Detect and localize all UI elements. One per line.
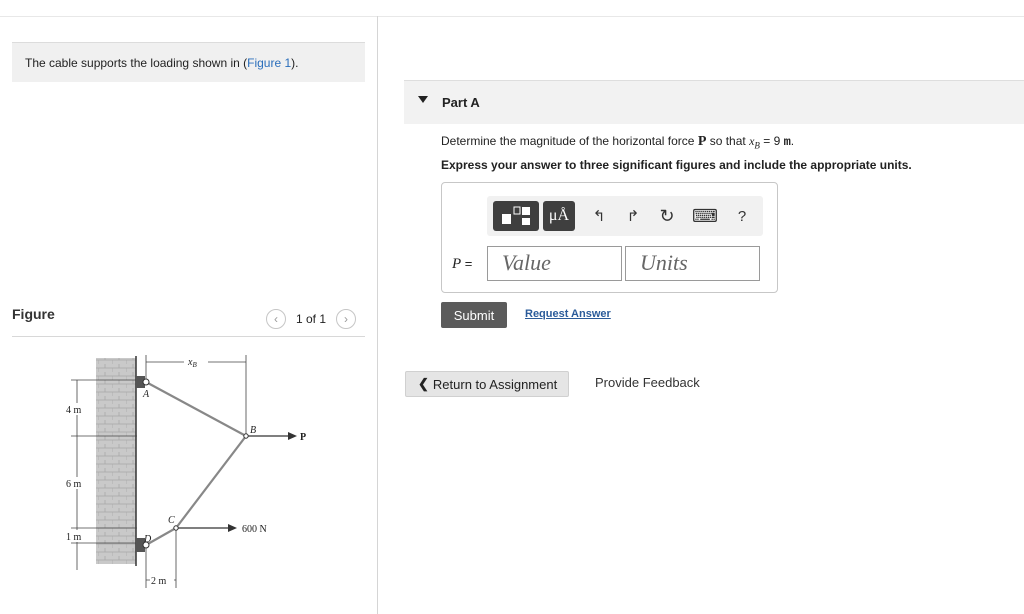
units-input[interactable]: Units [625,246,760,281]
redo-icon: ↱ [626,208,640,225]
submit-button[interactable]: Submit [441,302,507,328]
answer-box [441,182,778,293]
templates-button[interactable] [493,201,539,231]
answer-instructions: Express your answer to three significant figures and include the appropriate units. [441,158,912,172]
redo-button[interactable] [621,201,645,231]
mu-angstrom-icon: μÅ [548,207,570,224]
label-xb: $x_B$ [188,357,197,369]
chevron-left-icon: ‹ [274,312,278,326]
templates-icon [499,205,533,227]
reset-icon: ↻ [659,205,675,226]
label-1m: 1 m [66,532,82,543]
label-a: A [143,389,150,400]
problem-statement [12,42,365,82]
chevron-left-icon: ❮ [418,376,429,391]
figure-pager [266,307,356,331]
part-a-header[interactable] [404,80,1024,124]
problem-text: The cable supports the loading shown in (Figure 1). [25,56,299,70]
column-divider [377,16,378,614]
keyboard-button[interactable] [691,201,719,231]
node-c [174,526,178,530]
label-4m: 4 m [66,405,82,416]
units-symbol-button[interactable] [543,201,575,231]
top-border [0,16,1024,17]
force-p-arrowhead [288,432,297,440]
request-answer-link[interactable]: Request Answer [525,308,611,320]
label-6m: 6 m [66,479,82,490]
figure-title: Figure [12,306,55,322]
answer-variable-label: P = [452,256,473,272]
provide-feedback-link[interactable]: Provide Feedback [595,375,700,390]
pin-a [143,379,149,385]
chevron-right-icon: › [344,312,349,326]
caret-down-icon [418,96,428,103]
help-button[interactable] [731,201,753,231]
cable-figure [0,340,370,610]
undo-icon: ↰ [592,208,606,225]
previous-figure-button[interactable] [266,309,286,329]
reset-button[interactable] [655,201,679,231]
label-p: P [300,432,307,443]
label-600n: 600 N [242,524,267,535]
value-input[interactable]: Value [487,246,622,281]
figure-link[interactable]: Figure 1 [247,56,292,70]
return-label: Return to Assignment [432,376,558,392]
question-text: Determine the magnitude of the horizontal force P so that $x_B = 9$ m. [441,134,795,151]
label-c: C [168,515,175,526]
undo-button[interactable] [587,201,611,231]
math-toolbar [487,196,763,236]
figure-divider [12,336,365,337]
keyboard-icon: ⌨ [692,205,718,226]
label-d: D [144,534,152,545]
label-2m: 2 m [151,576,167,587]
label-b: B [250,425,257,436]
wall [96,358,136,564]
next-figure-button[interactable] [336,309,356,329]
part-title: Part A [442,95,480,110]
figure-count: 1 of 1 [296,312,327,326]
force-c-arrowhead [228,524,237,532]
return-to-assignment-button[interactable] [405,371,569,397]
node-b [244,434,248,438]
cable [146,382,246,545]
help-icon: ? [737,207,747,225]
